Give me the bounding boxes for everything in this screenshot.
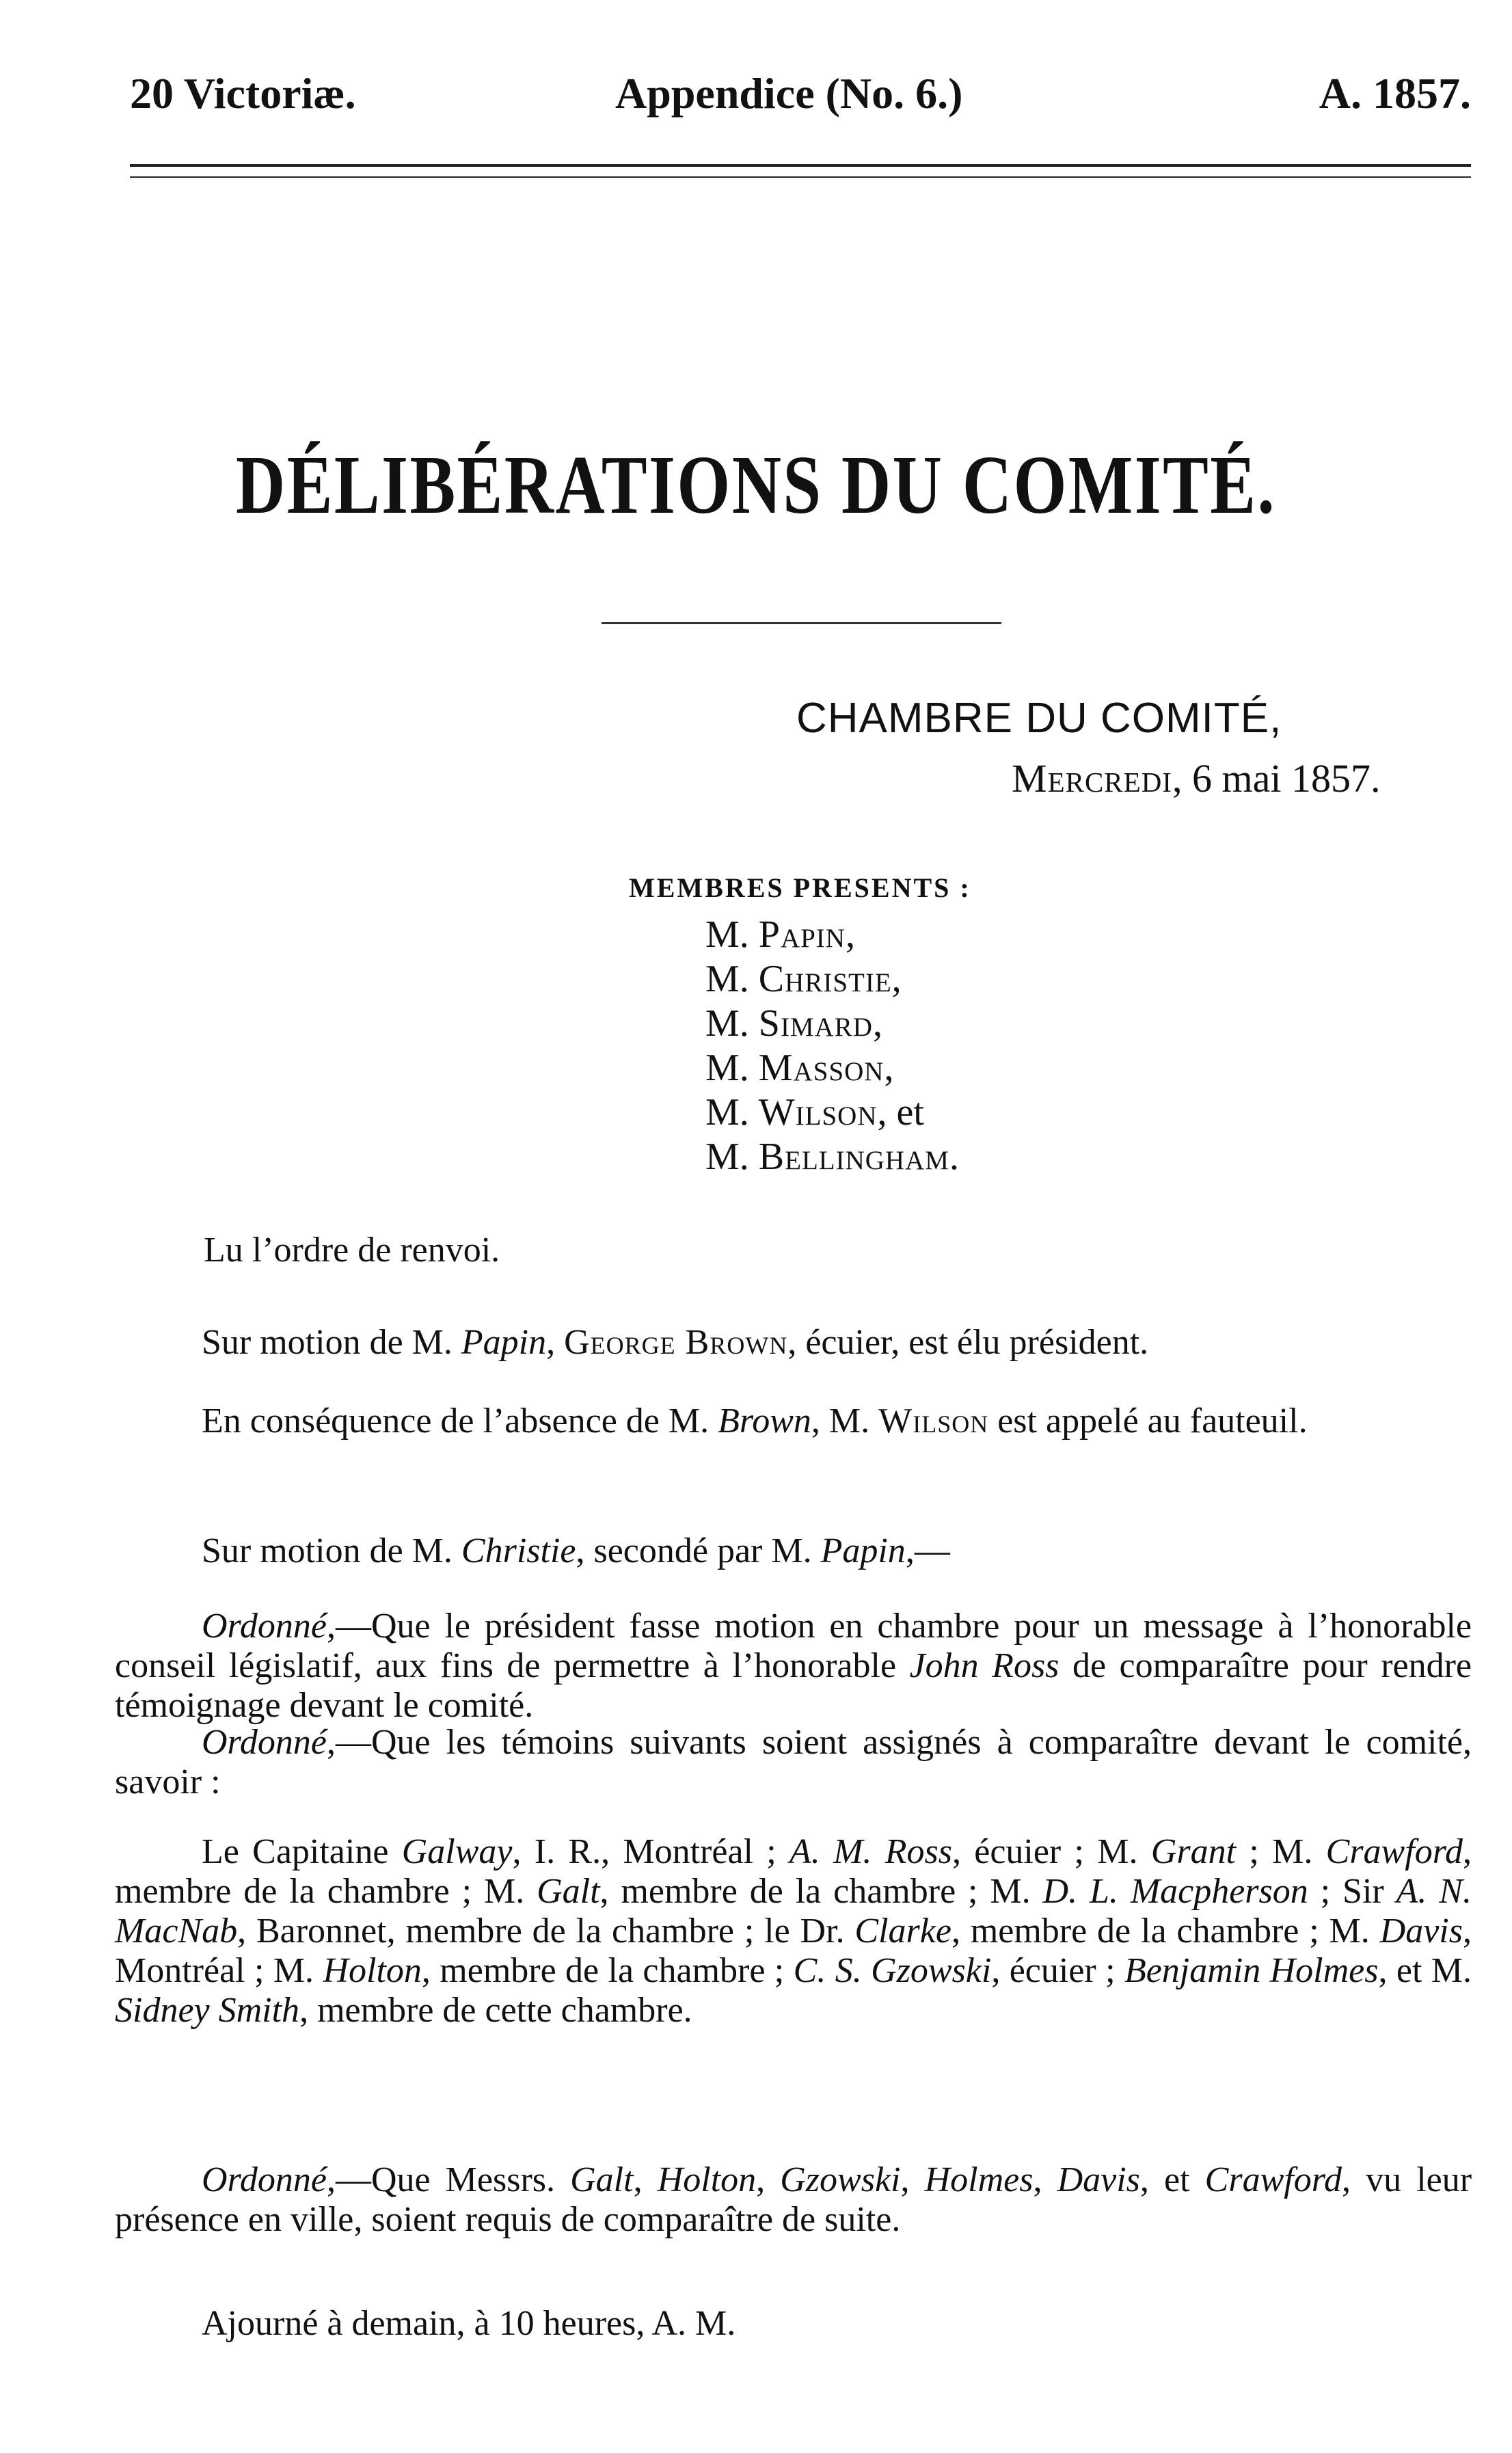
member-item: M. Simard, <box>705 1002 882 1045</box>
page-title: DÉLIBÉRATIONS DU COMITÉ. <box>236 439 1276 531</box>
member-item: M. Bellingham. <box>705 1136 959 1178</box>
paragraph-witness-list: Le Capitaine Galway, I. R., Montréal ; A. M. Ross, écuier ; M. Grant ; M. Crawford, membre de la chambre ; M. Galt, membre de la chambre ; M. D. L. Macpherson ; Sir A. N. MacNab, Baronnet, membre de la chambre ; le Dr. Clarke, membre de la chambre ; M. Davis, Montréal ; M. Holton, membre de la chambre ; C. S. Gzowski, écuier ; Benjamin Holmes, et M. Sidney Smith, membre de cette chambre. <box>115 1832 1472 2030</box>
title-divider <box>602 622 1001 624</box>
header-rule <box>130 164 1471 178</box>
paragraph-adjournment: Ajourné à demain, à 10 heures, A. M. <box>202 2304 736 2343</box>
running-header <box>130 68 1471 130</box>
header-year: A. 1857. <box>1319 69 1471 118</box>
header-regnal-year: 20 Victoriæ. <box>130 69 356 118</box>
paragraph-motion: Sur motion de M. Christie, secondé par M. Papin,— <box>202 1531 950 1570</box>
paragraph-order-attendance: Ordonné,—Que Messrs. Galt, Holton, Gzowski, Holmes, Davis, et Crawford, vu leur présence en ville, soient requis de comparaître de suite. <box>115 2160 1472 2239</box>
paragraph-reference: Lu l’ordre de renvoi. <box>204 1231 500 1270</box>
chamber-heading: CHAMBRE DU COMITÉ, <box>796 695 1282 742</box>
paragraph-chair: En conséquence de l’absence de M. Brown, M. Wilson est appelé au fauteuil. <box>202 1402 1308 1440</box>
members-heading: MEMBRES PRESENTS : <box>629 872 971 903</box>
members-list <box>705 913 959 1179</box>
member-item: M. Papin, <box>705 913 855 956</box>
member-item: M. Masson, <box>705 1047 894 1089</box>
member-item: M. Christie, <box>705 958 902 1000</box>
meeting-date <box>1012 755 1380 801</box>
meeting-date-rest: , 6 mai 1857. <box>1172 756 1381 801</box>
meeting-day: Mercredi <box>1012 756 1172 801</box>
paragraph-order-message: Ordonné,—Que le président fasse motion en chambre pour un message à l’honorable conseil législatif, aux fins de permettre à l’honorable John Ross de comparaître pour rendre témoignage devant le comité. <box>115 1607 1472 1725</box>
paragraph-order-witnesses: Ordonné,—Que les témoins suivants soient assignés à comparaître devant le comité, savoir : <box>115 1723 1472 1801</box>
paragraph-election: Sur motion de M. Papin, George Brown, écuier, est élu président. <box>202 1323 1149 1362</box>
member-item: M. Wilson, et <box>705 1091 924 1134</box>
header-appendix: Appendice (No. 6.) <box>615 69 963 118</box>
